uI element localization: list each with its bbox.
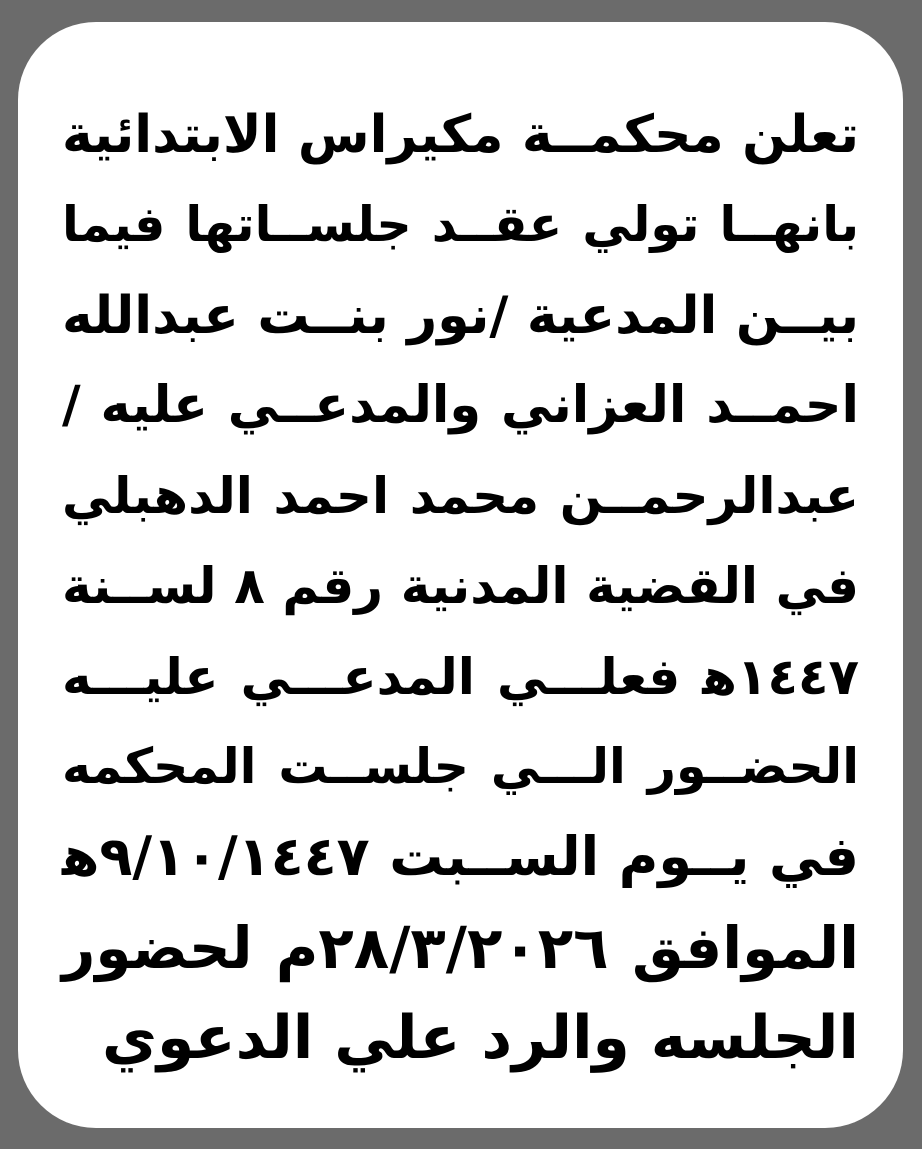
notice-line: الحضــور الـــي جلســت المحكمه <box>62 738 859 796</box>
notice-card <box>18 22 903 1128</box>
notice-line: في القضية المدنية رقم ٨ لســنة <box>62 557 859 616</box>
notice-line: تعلن محكمــة مكيراس الابتدائية <box>62 105 859 165</box>
notice-line: الجلسه والرد علي الدعوي <box>102 1002 859 1073</box>
notice-line: في يــوم الســبت ٩/١٠/١٤٤٧ﻫ <box>62 825 859 889</box>
notice-line: بيــن المدعية /نور بنــت عبدالله <box>62 285 859 346</box>
notice-line: احمــد العزاني والمدعــي عليه / <box>62 375 859 435</box>
notice-text <box>62 90 859 1083</box>
notice-line: ١٤٤٧ﻫ فعلـــي المدعـــي عليـــه <box>62 647 859 706</box>
notice-line: بانهــا تولي عقــد جلســاتها فيما <box>62 196 859 254</box>
notice-line: الموافق ٢٨/٣/٢٠٢٦م لحضور <box>62 913 859 982</box>
notice-line: عبدالرحمــن محمد احمد الدهبلي <box>62 467 859 526</box>
